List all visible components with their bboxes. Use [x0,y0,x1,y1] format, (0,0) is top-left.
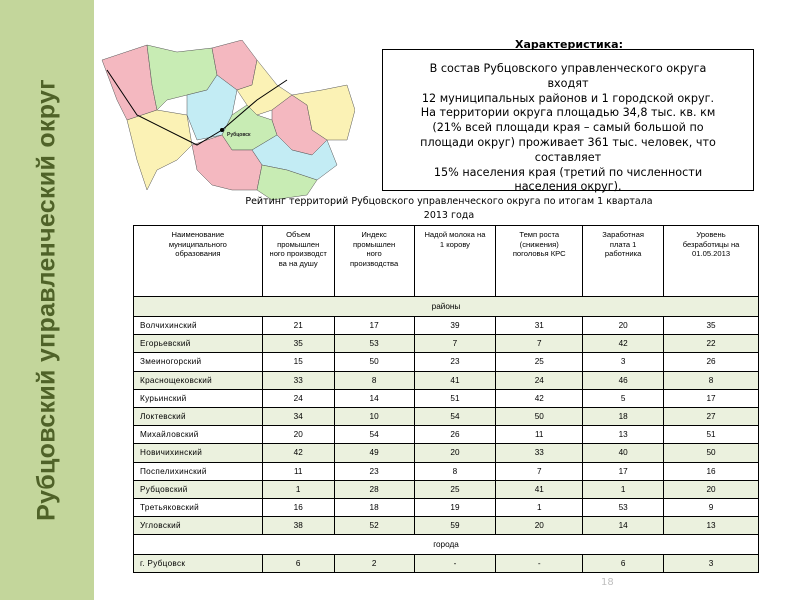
cell-value: 33 [262,371,334,389]
cell-value: 31 [496,317,583,335]
characteristics-text [382,62,754,195]
cell-value: 10 [334,407,414,425]
cell-value: 20 [262,426,334,444]
cell-value: 7 [414,335,496,353]
table-row [134,517,759,535]
table-title-line: Рейтинг территорий Рубцовского управленческого округа по итогам 1 квартала [245,196,653,207]
table-row [134,444,759,462]
city-marker [220,128,224,132]
table-row [134,335,759,353]
cell-name: Михайловский [134,426,263,444]
cell-value: 38 [262,517,334,535]
column-header: Объем промышлен ного производст ва на душу [262,226,334,297]
table-row [134,555,759,573]
cell-name: Егорьевский [134,335,263,353]
cell-value: 26 [414,426,496,444]
cell-value: 14 [583,517,664,535]
cell-value: 13 [664,517,759,535]
cell-value: 35 [664,317,759,335]
cell-value: 3 [583,353,664,371]
page-number: 18 [601,577,614,588]
table-row [134,426,759,444]
characteristics-heading: Характеристика: [515,38,623,51]
cell-value: 13 [583,426,664,444]
cell-value: 59 [414,517,496,535]
cell-value: 18 [583,407,664,425]
cell-value: 19 [414,498,496,516]
column-header: Темп роста (снижения) поголовья КРС [496,226,583,297]
column-header: Индекс промышлен ного производства [334,226,414,297]
cell-value: 53 [583,498,664,516]
cell-value: 50 [334,353,414,371]
cell-value: 50 [664,444,759,462]
cell-value: 20 [664,480,759,498]
cell-value: 23 [414,353,496,371]
table-row [134,498,759,516]
char-line: населения округ). [514,180,622,194]
cell-name: Волчихинский [134,317,263,335]
cell-value: 20 [583,317,664,335]
column-header: Заработная плата 1 работника [583,226,664,297]
table-row [134,371,759,389]
char-line: входят [547,76,589,90]
column-header: Уровень безработицы на 01.05.2013 [664,226,759,297]
cell-value: 51 [664,426,759,444]
column-header: Надой молока на 1 корову [414,226,496,297]
cell-value: 53 [334,335,414,353]
cell-value: 21 [262,317,334,335]
cell-name: Краснощековский [134,371,263,389]
cell-value: - [496,555,583,573]
column-header: Наименование муниципального образования [134,226,263,297]
char-line: площади округ) проживает 361 тыс. человек, что [420,135,716,149]
group-label: районы [134,297,759,317]
cell-value: 14 [334,389,414,407]
cell-value: 7 [496,462,583,480]
table-header-row [134,226,759,297]
cell-value: 52 [334,517,414,535]
cell-value: 1 [496,498,583,516]
cell-value: 20 [414,444,496,462]
cell-value: 22 [664,335,759,353]
table-row [134,407,759,425]
table-row [134,317,759,335]
sidebar [0,0,94,600]
cell-value: 7 [496,335,583,353]
cell-value: 49 [334,444,414,462]
cell-value: 17 [334,317,414,335]
cell-value: 6 [583,555,664,573]
cell-value: 9 [664,498,759,516]
table-row [134,462,759,480]
char-line: В состав Рубцовского управленческого округа [429,62,707,75]
cell-value: 16 [262,498,334,516]
cell-value: 42 [583,335,664,353]
cell-value: - [414,555,496,573]
cell-value: 24 [496,371,583,389]
cell-value: 2 [334,555,414,573]
cell-name: Локтевский [134,407,263,425]
cell-value: 51 [414,389,496,407]
cell-name: Третьяковский [134,498,263,516]
cell-value: 8 [664,371,759,389]
cell-value: 39 [414,317,496,335]
cell-value: 17 [664,389,759,407]
cell-value: 40 [583,444,664,462]
group-label: города [134,535,759,555]
cell-value: 16 [664,462,759,480]
district-map [97,40,355,200]
cell-value: 41 [496,480,583,498]
cell-value: 11 [262,462,334,480]
cell-value: 20 [496,517,583,535]
char-line: 12 муниципальных районов и 1 городской округ. [421,91,715,105]
cell-name: Новичихинский [134,444,263,462]
cell-name: Змеиногорский [134,353,263,371]
cell-value: 8 [414,462,496,480]
table-title [134,195,764,223]
cell-value: 42 [262,444,334,462]
cell-value: 54 [334,426,414,444]
table-title-line: 2013 года [423,210,475,221]
cell-value: 5 [583,389,664,407]
char-line: (21% всей площади края – самый большой по [432,121,704,135]
cell-value: 24 [262,389,334,407]
cell-value: 34 [262,407,334,425]
cell-name: Рубцовский [134,480,263,498]
cell-name: Курьинский [134,389,263,407]
cell-value: 26 [664,353,759,371]
cell-value: 1 [262,480,334,498]
table-row [134,389,759,407]
cell-value: 1 [583,480,664,498]
map-city-label: Рубцовск [227,132,251,138]
char-line: На территории округа площадью 34,8 тыс. кв. км [420,106,716,120]
cell-value: 6 [262,555,334,573]
cell-value: 11 [496,426,583,444]
cell-value: 33 [496,444,583,462]
group-row-districts [134,297,759,317]
cell-value: 50 [496,407,583,425]
cell-name: Поспелихинский [134,462,263,480]
cell-value: 42 [496,389,583,407]
group-row-cities [134,535,759,555]
rating-table [133,225,759,573]
char-line: составляет [534,150,602,164]
cell-value: 28 [334,480,414,498]
table-row [134,353,759,371]
cell-value: 25 [496,353,583,371]
map-region [127,110,192,190]
char-line: 15% населения края (третий по численности [433,165,703,179]
cell-value: 46 [583,371,664,389]
cell-value: 41 [414,371,496,389]
table-row [134,480,759,498]
cell-value: 8 [334,371,414,389]
cell-value: 25 [414,480,496,498]
sidebar-title: Рубцовский управленческий округ [32,79,61,521]
cell-value: 27 [664,407,759,425]
cell-value: 15 [262,353,334,371]
cell-value: 54 [414,407,496,425]
cell-value: 17 [583,462,664,480]
cell-name: г. Рубцовск [134,555,263,573]
cell-value: 23 [334,462,414,480]
cell-value: 35 [262,335,334,353]
cell-value: 3 [664,555,759,573]
cell-name: Угловский [134,517,263,535]
cell-value: 18 [334,498,414,516]
